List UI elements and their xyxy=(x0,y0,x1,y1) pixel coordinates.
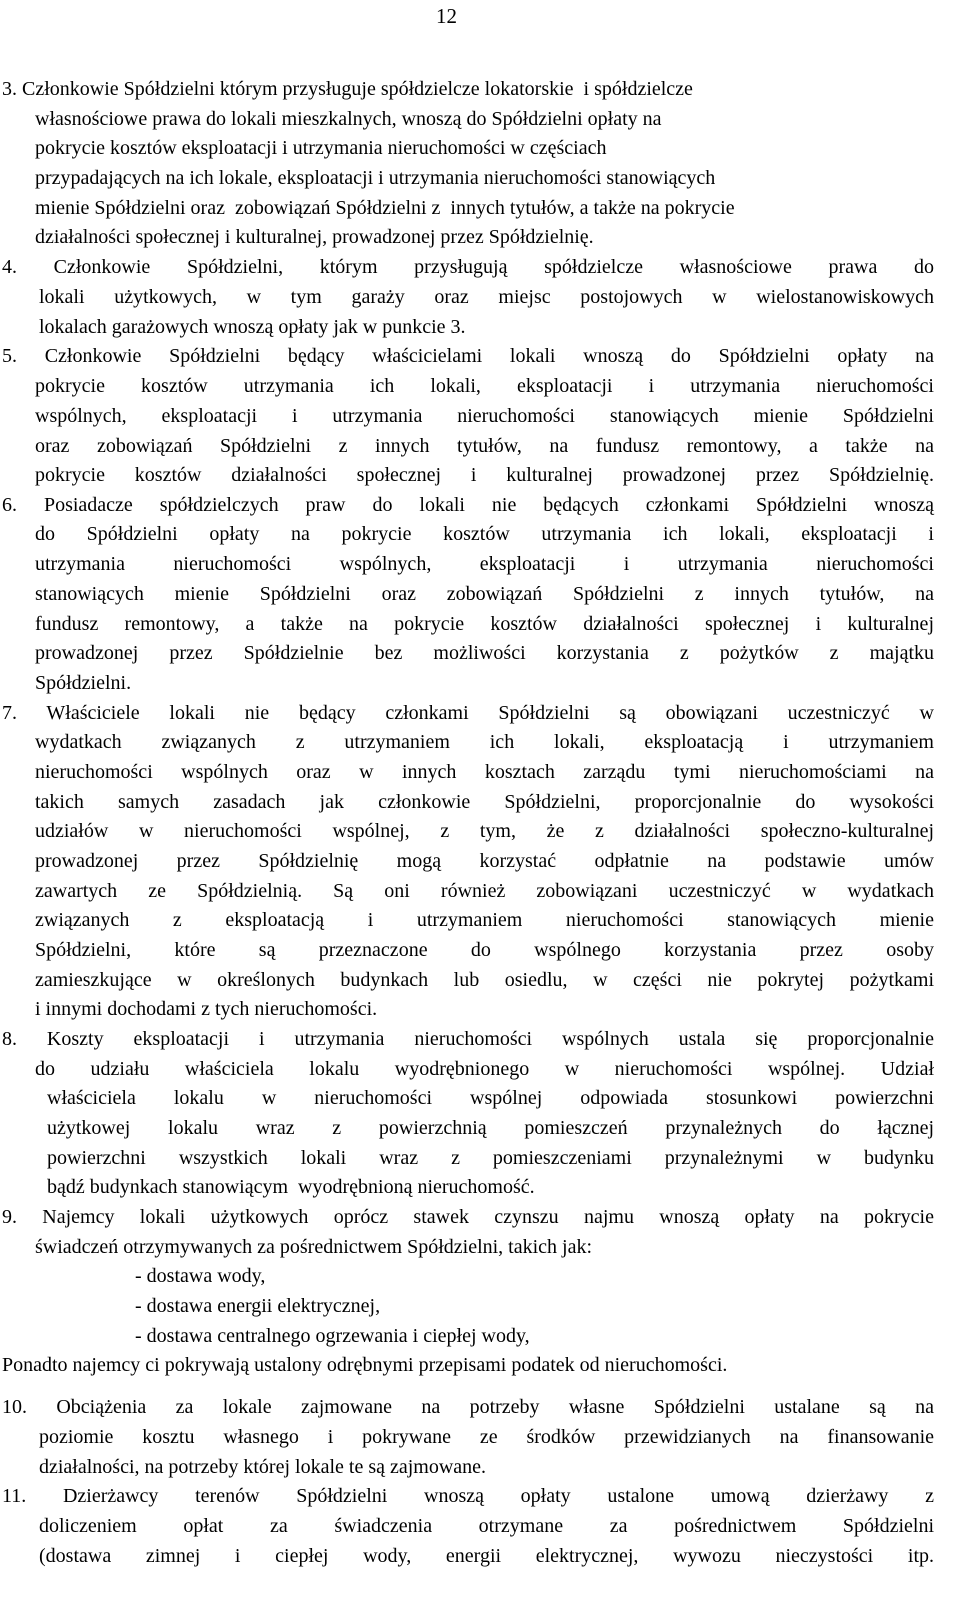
text-line: (dostawa zimnej i ciepłej wody, energii elektrycznej, wywozu nieczystości itp. xyxy=(39,1545,934,1567)
text-line: 4. Członkowie Spółdzielni, którym przysługują spółdzielcze własnościowe prawa do xyxy=(2,256,934,278)
text-line: użytkowej lokalu wraz z powierzchnią pomieszczeń przynależnych do łącznej xyxy=(47,1117,934,1139)
text-line: udziałów w nieruchomości wspólnej, z tym, że z działalności społeczno-kulturalnej xyxy=(35,820,934,842)
text-line: - dostawa energii elektrycznej, xyxy=(135,1295,381,1317)
text-line: pokrycie kosztów utrzymania ich lokali, eksploatacji i utrzymania nieruchomości xyxy=(35,375,934,397)
text-line: prowadzonej przez Spółdzielnie bez możliwości korzystania z pożytków z majątku xyxy=(35,642,934,664)
text-line: świadczeń otrzymywanych za pośrednictwem Spółdzielni, takich jak: xyxy=(35,1236,593,1258)
text-line: prowadzonej przez Spółdzielnię mogą korzystać odpłatnie na podstawie umów xyxy=(35,850,934,872)
text-line: 10. Obciążenia za lokale zajmowane na potrzeby własne Spółdzielni ustalane są na xyxy=(2,1396,934,1418)
text-line: 8. Koszty eksploatacji i utrzymania nieruchomości wspólnych ustala się proporcjonalnie xyxy=(2,1028,934,1050)
text-line: 6. Posiadacze spółdzielczych praw do lokali nie będących członkami Spółdzielni wnoszą xyxy=(2,494,934,516)
text-line: powierzchni wszystkich lokali wraz z pomieszczeniami przynależnymi w budynku xyxy=(47,1147,934,1169)
text-line: 3. Członkowie Spółdzielni którym przysługuje spółdzielcze lokatorskie i spółdzielcze xyxy=(2,78,693,100)
text-line: pokrycie kosztów działalności społecznej i kulturalnej prowadzonej przez Spółdzielnię. xyxy=(35,464,934,486)
text-line: oraz zobowiązań Spółdzielni z innych tytułów, na fundusz remontowy, a także na xyxy=(35,435,934,457)
text-line: 5. Członkowie Spółdzielni będący właścicielami lokali wnoszą do Spółdzielni opłaty na xyxy=(2,345,934,367)
text-line: 7. Właściciele lokali nie będący członkami Spółdzielni są obowiązani uczestniczyć w xyxy=(2,702,934,724)
text-line: do Spółdzielni opłaty na pokrycie kosztów utrzymania ich lokali, eksploatacji i xyxy=(35,523,934,545)
text-line: mienie Spółdzielni oraz zobowiązań Spółdzielni z innych tytułów, a także na pokrycie xyxy=(35,197,735,219)
text-line: Ponadto najemcy ci pokrywają ustalony odrębnymi przepisami podatek od nieruchomości. xyxy=(2,1354,728,1376)
text-line: i innymi dochodami z tych nieruchomości. xyxy=(35,998,378,1020)
text-line: Spółdzielni, które są przeznaczone do wspólnego korzystania przez osoby xyxy=(35,939,934,961)
text-line: zamieszkujące w określonych budynkach lub osiedlu, w części nie pokrytej pożytkami xyxy=(35,969,934,991)
text-line: 9. Najemcy lokali użytkowych oprócz stawek czynszu najmu wnoszą opłaty na pokrycie xyxy=(2,1206,934,1228)
text-line: stanowiących mienie Spółdzielni oraz zobowiązań Spółdzielni z innych tytułów, na xyxy=(35,583,934,605)
text-line: wspólnych, eksploatacji i utrzymania nieruchomości stanowiących mienie Spółdzielni xyxy=(35,405,934,427)
text-line: do udziału właściciela lokalu wyodrębnionego w nieruchomości wspólnej. Udział xyxy=(35,1058,934,1080)
text-line: utrzymania nieruchomości wspólnych, eksploatacji i utrzymania nieruchomości xyxy=(35,553,934,575)
text-line: nieruchomości wspólnych oraz w innych kosztach zarządu tymi nieruchomościami na xyxy=(35,761,934,783)
text-line: bądź budynkach stanowiącym wyodrębnioną nieruchomość. xyxy=(47,1176,535,1198)
text-line: lokali użytkowych, w tym garaży oraz miejsc postojowych w wielostanowiskowych xyxy=(39,286,934,308)
text-line: doliczeniem opłat za świadczenia otrzymane za pośrednictwem Spółdzielni xyxy=(39,1515,934,1537)
text-line: właściciela lokalu w nieruchomości wspólnej odpowiada stosunkowi powierzchni xyxy=(47,1087,934,1109)
text-line: fundusz remontowy, a także na pokrycie kosztów działalności społecznej i kulturalnej xyxy=(35,613,934,635)
text-line: 11. Dzierżawcy terenów Spółdzielni wnoszą opłaty ustalone umową dzierżawy z xyxy=(2,1485,934,1507)
text-line: Spółdzielni. xyxy=(35,672,132,694)
text-line: działalności, na potrzeby której lokale te są zajmowane. xyxy=(39,1456,487,1478)
text-line: poziomie kosztu własnego i pokrywane ze środków przewidzianych na finansowanie xyxy=(39,1426,934,1448)
text-line: takich samych zasadach jak członkowie Spółdzielni, proporcjonalnie do wysokości xyxy=(35,791,934,813)
text-line: związanych z eksploatacją i utrzymaniem nieruchomości stanowiących mienie xyxy=(35,909,934,931)
text-line: - dostawa centralnego ogrzewania i ciepłej wody, xyxy=(135,1325,530,1347)
text-line: działalności społecznej i kulturalnej, prowadzonej przez Spółdzielnię. xyxy=(35,226,594,248)
text-line: wydatkach związanych z utrzymaniem ich lokali, eksploatacją i utrzymaniem xyxy=(35,731,934,753)
text-line: pokrycie kosztów eksploatacji i utrzymania nieruchomości w częściach xyxy=(35,137,607,159)
text-line: własnościowe prawa do lokali mieszkalnych, wnoszą do Spółdzielni opłaty na xyxy=(35,108,662,130)
text-line: lokalach garażowych wnoszą opłaty jak w punkcie 3. xyxy=(39,316,466,338)
text-line: zawartych ze Spółdzielnią. Są oni również zobowiązani uczestniczyć w wydatkach xyxy=(35,880,934,902)
text-line: - dostawa wody, xyxy=(135,1265,266,1287)
text-line: przypadających na ich lokale, eksploatacji i utrzymania nieruchomości stanowiących xyxy=(35,167,716,189)
page-number: 12 xyxy=(436,4,457,28)
